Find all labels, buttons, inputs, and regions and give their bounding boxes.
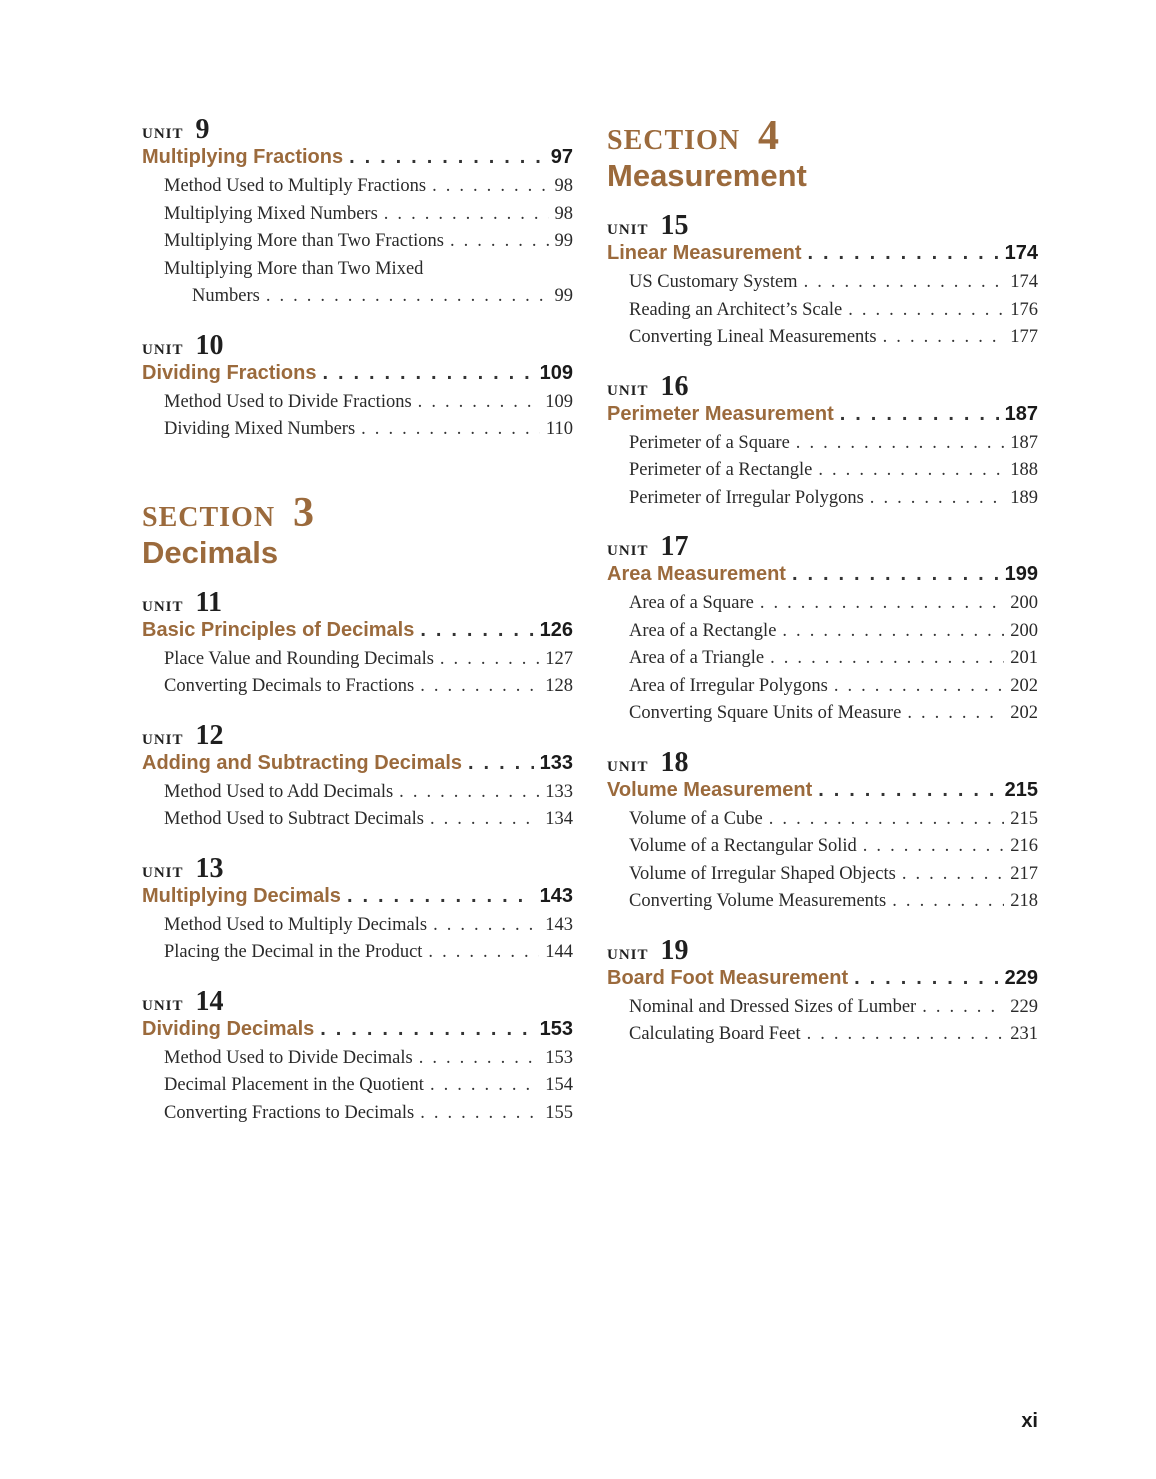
entry-page: 110 [545,419,573,439]
unit-number: 19 [660,934,689,966]
leader-dots [320,1018,533,1041]
unit-label: unit [142,333,184,359]
leader-dots [792,563,999,586]
leader-dots [428,942,539,963]
entry-page: 202 [1010,703,1038,723]
entry-page: 134 [545,809,573,829]
toc-entry[interactable] [142,392,573,420]
unit-number: 15 [660,210,689,241]
unit-page: 126 [539,618,573,641]
entry-page: 229 [1010,996,1038,1017]
unit-page: 133 [539,751,573,774]
entry-text: Calculating Board Feet [629,1024,801,1044]
unit-title-row[interactable] [142,362,573,392]
entry-page: 128 [545,676,573,696]
unit-title[interactable]: Volume Measurement [607,778,813,801]
entry-page: 215 [1010,808,1038,829]
section-label: section [142,489,276,535]
leader-dots [870,488,1004,509]
unit-label: unit [142,118,184,143]
entry-text: Perimeter of Irregular Polygons [629,487,864,508]
entry-page: 218 [1010,891,1038,911]
unit-title-row[interactable] [607,563,1038,593]
toc-entry[interactable] [607,593,1038,621]
toc-entry[interactable] [142,942,573,970]
entry-text: Method Used to Multiply Decimals [164,914,428,935]
entry-page: 202 [1010,675,1038,696]
leader-dots [848,300,1004,321]
entry-text: Decimal Placement in the Quotient [164,1075,424,1095]
toc-entry[interactable] [607,864,1038,892]
unit-heading [607,529,1038,563]
toc-entry[interactable] [607,460,1038,488]
entry-page: 153 [545,1047,573,1068]
leader-dots [430,809,539,830]
unit-title-row[interactable] [142,619,573,649]
entry-page: 127 [545,648,573,669]
unit-heading [607,745,1038,779]
entry-text: Reading an Architect’s Scale [629,299,843,320]
entry-text: Method Used to Multiply Fractions [164,176,427,196]
entry-page: 188 [1010,460,1038,480]
toc-entry[interactable] [142,676,573,704]
unit-page: 187 [1004,402,1038,425]
entry-text: Volume of a Cube [629,808,763,829]
entry-text: Multiplying More than Two Fractions [164,231,444,251]
unit-heading [142,112,573,146]
entry-page: 144 [545,942,573,962]
unit-number: 18 [660,746,689,778]
leader-dots [760,593,1004,614]
unit-label: unit [607,535,649,560]
leader-dots [266,286,549,307]
leader-dots [420,619,533,642]
leader-dots [863,836,1004,857]
leader-dots [420,1103,539,1124]
entry-text: Numbers [192,286,260,306]
entry-text: Converting Fractions to Decimals [164,1102,415,1123]
entry-text: Method Used to Divide Decimals [164,1047,413,1068]
unit-title[interactable]: Multiplying Fractions [142,146,344,168]
toc-entry-wrapped-line[interactable]: Multiplying More than Two Mixed [164,258,424,279]
unit-title[interactable]: Multiplying Decimals [142,884,341,907]
leader-dots [804,272,1005,293]
leader-dots [770,648,1004,669]
leader-dots [840,403,999,426]
unit-title[interactable]: Basic Principles of Decimals [142,618,415,641]
unit-heading [607,933,1038,967]
entry-text: Multiplying Mixed Numbers [164,203,378,224]
leader-dots [834,676,1004,697]
entry-page: 155 [545,1102,573,1123]
toc-entry[interactable] [607,648,1038,676]
unit-label: unit [142,723,184,749]
unit-label: unit [607,938,649,964]
unit-label: unit [142,590,184,616]
entry-page: 98 [554,176,573,196]
toc-entry[interactable] [142,809,573,837]
entry-page: 200 [1010,593,1038,613]
toc-entry[interactable] [607,836,1038,864]
toc-entry[interactable] [142,286,573,314]
toc-right-column [607,112,1038,1052]
entry-text: Volume of Irregular Shaped Objects [629,863,896,884]
entry-page: 133 [545,781,573,802]
toc-left-column [142,112,573,1130]
unit-heading [607,208,1038,242]
leader-dots [902,864,1004,885]
unit-title-row[interactable] [142,752,573,782]
leader-dots [384,204,549,225]
entry-text: Nominal and Dressed Sizes of Lumber [629,996,917,1017]
toc-entry[interactable] [607,1024,1038,1052]
unit-number: 16 [660,370,689,402]
unit-label: unit [607,214,649,239]
unit-title[interactable]: Dividing Fractions [142,361,317,384]
unit-title-row[interactable] [607,403,1038,433]
unit-page: 153 [539,1017,573,1040]
toc-entry[interactable] [607,676,1038,704]
leader-dots [769,809,1004,830]
entry-page: 201 [1010,648,1038,668]
entry-page: 177 [1010,327,1038,347]
unit-heading [142,851,573,885]
section-heading [142,489,573,536]
toc-entry[interactable] [142,1103,573,1131]
unit-heading [142,718,573,752]
entry-page: 109 [545,391,573,412]
entry-page: 99 [554,231,573,251]
toc-entry[interactable] [607,809,1038,837]
unit-page: 199 [1004,563,1038,585]
entry-text: Method Used to Add Decimals [164,781,394,802]
unit-number: 9 [195,114,210,145]
entry-page: 217 [1010,863,1038,884]
unit-title-row[interactable] [142,146,573,176]
unit-page: 109 [539,361,573,384]
page-number: xi [1021,1410,1038,1432]
unit-heading [142,328,573,362]
toc-entry[interactable] [607,272,1038,300]
toc-entry[interactable] [142,649,573,677]
entry-page: 216 [1010,836,1038,856]
entry-text: Area of a Triangle [629,648,765,668]
leader-dots [907,703,1004,724]
leader-dots [818,779,998,802]
leader-dots [430,1075,539,1096]
entry-page: 189 [1010,487,1038,508]
section-title[interactable]: Decimals [142,534,279,570]
entry-text: Converting Decimals to Fractions [164,676,415,696]
leader-dots [432,176,548,197]
unit-label: unit [607,374,649,400]
section-number: 3 [293,489,315,536]
leader-dots [349,146,545,169]
unit-title[interactable]: Area Measurement [607,563,786,585]
entry-text: Area of Irregular Polygons [629,675,828,696]
unit-number: 11 [195,586,222,618]
unit-page: 229 [1004,966,1038,989]
unit-label: unit [142,989,184,1015]
leader-dots [468,752,534,775]
entry-page: 187 [1010,432,1038,453]
toc-entry[interactable] [607,703,1038,731]
entry-page: 99 [554,286,573,306]
unit-title-row[interactable] [142,885,573,915]
toc-entry[interactable] [142,176,573,204]
toc-entry[interactable] [142,1048,573,1076]
leader-dots [883,327,1005,348]
leader-dots [807,1024,1005,1045]
leader-dots [347,885,534,908]
entry-page: 98 [554,203,573,224]
leader-dots [322,362,533,385]
unit-label: unit [142,856,184,882]
unit-title[interactable]: Dividing Decimals [142,1017,315,1040]
entry-text: Converting Square Units of Measure [629,703,902,723]
toc-entry[interactable] [607,488,1038,516]
unit-heading [142,984,573,1018]
leader-dots [399,782,539,803]
unit-number: 14 [195,985,224,1017]
leader-dots [419,1048,540,1069]
entry-text: Converting Lineal Measurements [629,327,877,347]
entry-text: Place Value and Rounding Decimals [164,648,434,669]
unit-page: 174 [1004,242,1038,264]
unit-label: unit [607,750,649,776]
entry-text: Converting Volume Measurements [629,891,887,911]
unit-title[interactable]: Adding and Subtracting Decimals [142,751,463,774]
entry-page: 200 [1010,620,1038,641]
leader-dots [796,433,1004,454]
leader-dots [420,676,539,697]
entry-text: Perimeter of a Square [629,432,790,453]
unit-number: 10 [195,329,224,361]
toc-entry[interactable] [607,433,1038,461]
section-number: 4 [758,113,780,159]
toc-entry[interactable] [607,327,1038,355]
leader-dots [440,649,539,670]
entry-text: US Customary System [629,272,798,292]
unit-page: 215 [1004,778,1038,801]
unit-page: 143 [539,884,573,907]
unit-number: 13 [195,852,224,884]
unit-title-row[interactable] [142,1018,573,1048]
entry-page: 176 [1010,299,1038,320]
section-label: section [607,113,741,158]
toc-entry[interactable] [607,300,1038,328]
entry-text: Perimeter of a Rectangle [629,460,813,480]
leader-dots [433,915,539,936]
entry-text: Area of a Square [629,593,754,613]
leader-dots [818,460,1004,481]
unit-title-row[interactable] [607,242,1038,272]
toc-entry[interactable] [142,204,573,232]
entry-page: 174 [1010,272,1038,292]
leader-dots [782,621,1004,642]
entry-text: Placing the Decimal in the Product [164,942,423,962]
toc-entry[interactable] [142,231,573,259]
entry-text: Method Used to Divide Fractions [164,391,412,412]
unit-page: 97 [550,146,573,168]
toc-entry[interactable] [142,782,573,810]
unit-title-row[interactable] [607,967,1038,997]
unit-title[interactable]: Perimeter Measurement [607,402,834,425]
entry-text: Area of a Rectangle [629,620,777,641]
toc-entry[interactable] [607,997,1038,1025]
entry-page: 143 [545,914,573,935]
leader-dots [892,891,1004,912]
unit-title[interactable]: Linear Measurement [607,242,802,264]
toc-entry[interactable] [142,1075,573,1103]
leader-dots [418,392,540,413]
section-heading [607,112,1038,159]
entry-page: 231 [1010,1024,1038,1044]
unit-title-row[interactable] [607,779,1038,809]
entry-page: 154 [545,1075,573,1095]
toc-entry[interactable] [607,891,1038,919]
entry-text: Volume of a Rectangular Solid [629,836,857,856]
leader-dots [808,242,999,265]
unit-heading [142,585,573,619]
section-title[interactable]: Measurement [607,158,807,193]
unit-number: 17 [660,531,689,562]
toc-entry[interactable] [607,621,1038,649]
leader-dots [450,231,549,252]
leader-dots [922,997,1004,1018]
leader-dots [361,419,540,440]
unit-heading [607,369,1038,403]
entry-text: Method Used to Subtract Decimals [164,809,424,829]
toc-entry[interactable] [142,915,573,943]
leader-dots [854,967,998,990]
entry-text: Dividing Mixed Numbers [164,419,356,439]
toc-entry[interactable] [142,419,573,447]
unit-title[interactable]: Board Foot Measurement [607,966,849,989]
unit-number: 12 [195,719,224,751]
